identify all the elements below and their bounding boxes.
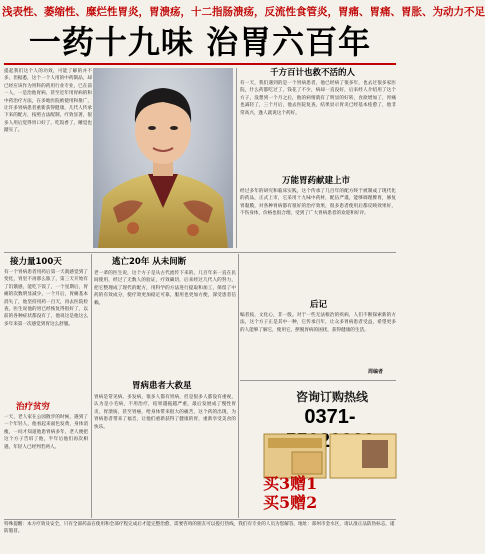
bottom-rule bbox=[4, 519, 396, 520]
headline: 一药十九味 治胃六百年 bbox=[28, 23, 372, 61]
bottom-note: 特殊提醒：本方疗效及安全，只有全部药品在使用和全部疗程完成后才能完整治愈，需要咨询的朋友可以拨打热线，我们有专业的人员为您解答，地址：郑州市金水区，请认准正品防伪标志，谨防假冒。 bbox=[4, 522, 395, 535]
section-title-right-2: 万能胃药献建上市 bbox=[282, 176, 351, 186]
section-title-mid-2: 胃病患者大救星 bbox=[132, 381, 192, 391]
section-text-mid-2: 胃病是常见病、多发病，很多人都有胃病，但是很多人都没有重视，认为是小毛病，不用治疗，结果越拖越严重，最后发展成了慢性胃炎、胃溃疡，甚至胃癌，给身体带来很大的痛苦，这个药的出现，为胃病患者带来了福音，让他们重新获得了健康的胃，重新享受美食的快乐。 bbox=[94, 395, 236, 430]
signature: 周编者 bbox=[368, 369, 384, 375]
section-text-left: 有一个胃病患者用药后第一天就感觉到了变化，胃里不再那么胀了，第三天开始有了饥饿感，能吃下饭了，一个星期后，胃痛的次数明显减少，一个月后，胃痛基本消失了，他坚持用药一百天，再去医院检查，医生说他的胃已经恢复得很好了，以前的各种症状都没有了，他说这是他这么多年来第一次感觉到胃这么舒服。 bbox=[4, 270, 88, 327]
hotline-label: 咨询订购热线 bbox=[295, 390, 368, 404]
hotline-number: 0371- bbox=[304, 406, 356, 428]
section-title-left-2: 治疗贫穷 bbox=[16, 402, 51, 412]
section-text-mid: 老一辈的医生说，这个方子是从古代流传下来的，几百年来一直在民间使用，经过了无数人的验证，疗效确切，后来经过几代人的努力，把它整理成了现代的配方，用科学的方法进行提取和加工，保留了中药的有效成分，使疗效更加稳定可靠，服用也更加方便，深受患者信赖。 bbox=[94, 271, 236, 306]
headline-rule bbox=[4, 63, 396, 65]
section-title-mid: 逃亡20年 从未间断 bbox=[112, 257, 187, 267]
intro-text: 提起我们这个人的功效，可能了解的并不多，但据悉，这个一个人用的中药制品，却已经应该作为胃科的药用行业专业，已在前一人，一是治他胃病，甚至近年用胃病的和中药治疗方法，在多地医院被使用和推广，让许多胃病患者重新获得健康，几代人传承下来的配方，按照古法配制，疗效显著，很多人用后觉得胃口好了，吃饭香了，睡觉也踏实了。 bbox=[4, 69, 92, 134]
section-title-right-3: 后记 bbox=[310, 300, 328, 310]
promo-line-1: 买3赠1 bbox=[263, 474, 318, 493]
section-text-right-1: 有一天，我们遇到的是一个胃病患者，他已经病了很多年，也去过很多家医院，什么药都吃过了，钱花了不少，病却一直没好，后来经人介绍用了这个方子，没想到一个月之后，他的病情就有了明显的好转，食欲增加了，胃痛也减轻了，三个月后，他去医院复查，结果显示胃炎已经基本痊愈了，他非常高兴，逢人就说这个药好。 bbox=[240, 81, 396, 116]
portrait-photo bbox=[93, 68, 233, 248]
top-banner: 浅表性、萎缩性、糜烂性胃炎，胃溃疡，十二指肠溃疡，反流性食管炎，胃痛、胃痛、胃胀、为动力不足 bbox=[2, 6, 485, 18]
section-title-right-1: 千方百计也救不活的人 bbox=[270, 68, 356, 78]
section-rule bbox=[4, 252, 396, 253]
ad-rule bbox=[240, 380, 396, 381]
column-divider bbox=[236, 68, 237, 248]
column-divider bbox=[238, 254, 239, 518]
section-title-left: 接力量100天 bbox=[10, 257, 62, 267]
promo-line-2: 买5赠2 bbox=[263, 493, 318, 512]
section-text-right-3: 编者按，文化心，非一般。对于一些无法根治的疾病，人们不断探索新的方法，这个方子正是其中一种，它传承百年，让众多胃病患者受益，希望更多的人能够了解它，使用它，摆脱胃病的困扰，获得健康的生活。 bbox=[240, 313, 396, 333]
column-divider bbox=[91, 254, 92, 518]
section-text-left-2: 一天，老人家在公园散步的时候，遇到了一个年轻人，他看起来面色发黄，身体消瘦，一问才知道他患胃病多年，老人便把这个方子告诉了他，半年后他们再次相遇，年轻人已经判若两人。 bbox=[4, 415, 88, 450]
section-text-right-2: 经过多年的研究和临床实践，这个传承了几百年的配方终于被制成了现代化的药品，正式上市，它采用十九味中药材，配伍严谨，能够调理脾胃，修复胃黏膜，对各种胃病都有很好的治疗效果，很多患者使用后都反映效果好，不伤身体，价格也很合理，受到了广大胃病患者的欢迎和好评。 bbox=[240, 189, 396, 217]
